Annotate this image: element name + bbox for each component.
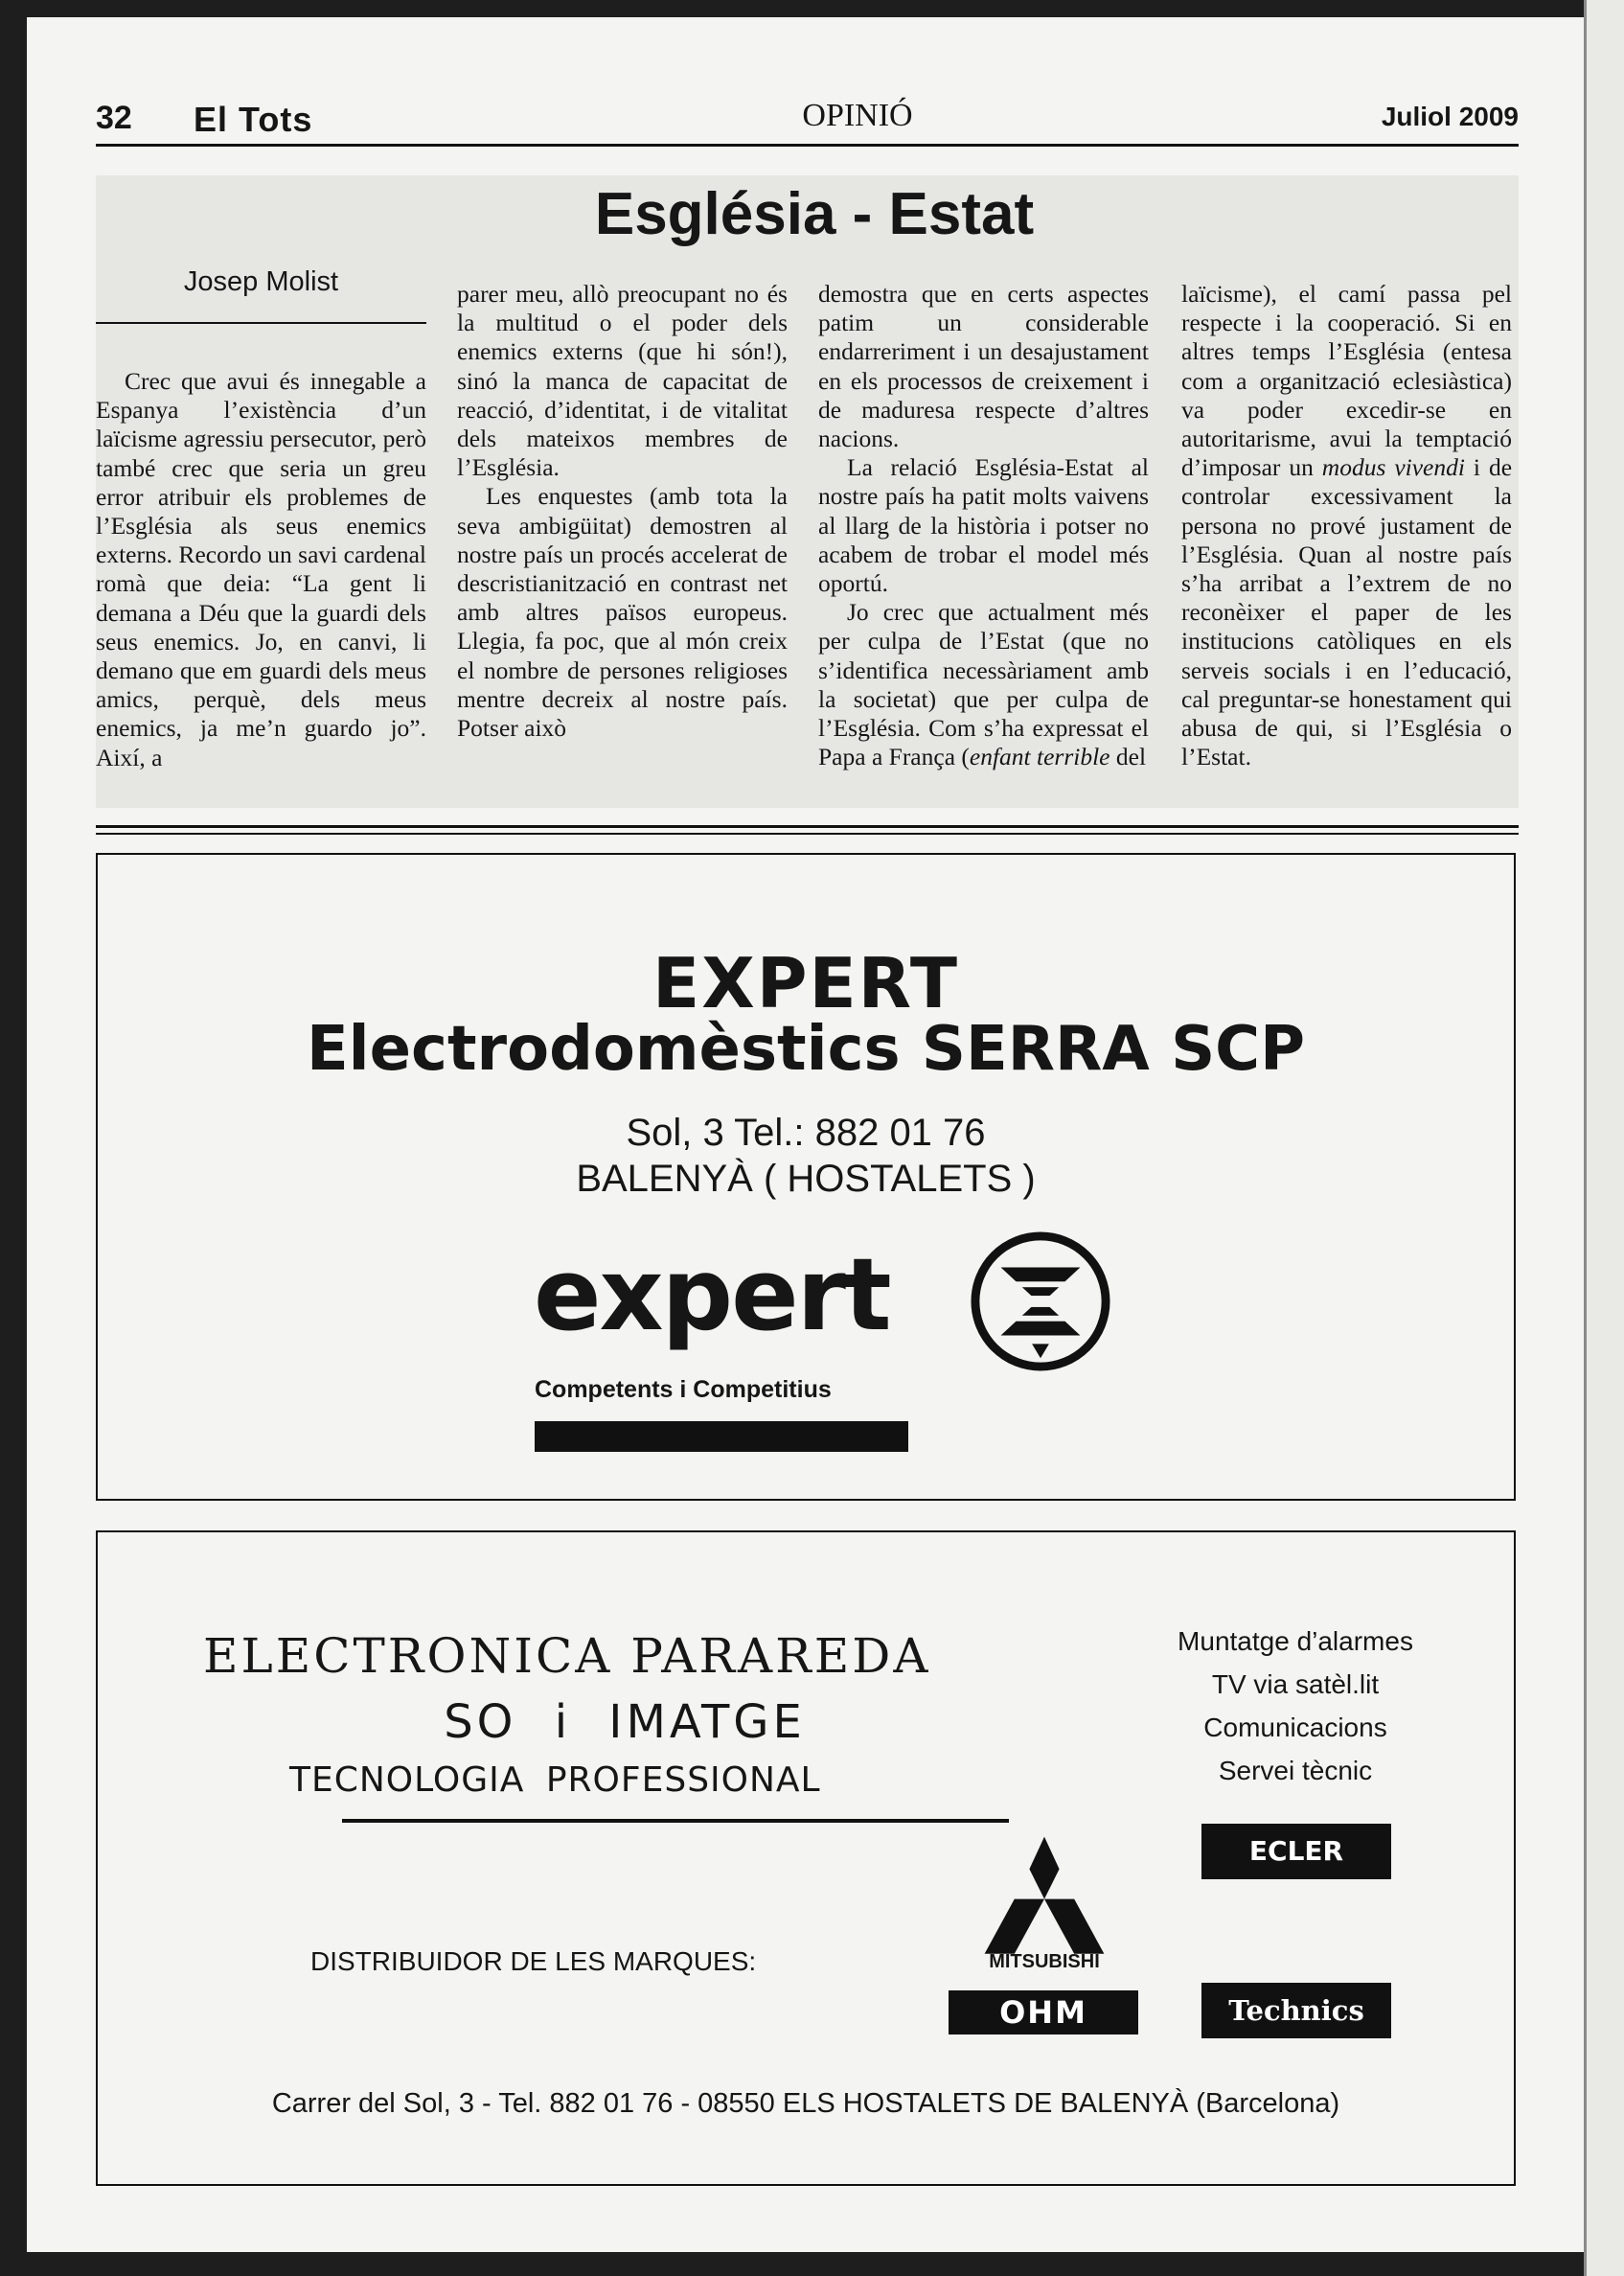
advertisement-parareda xyxy=(96,1530,1516,2186)
ecler-logo: ECLER xyxy=(1201,1824,1391,1879)
article-paragraph: Les enquestes (amb tota la seva ambigüitat) demostren al nostre país un procés accelerat de descristianització en contrast net amb altres països europeus. Llegia, fa poc, que al món creix el nombre de persones religioses mentre decreix al nostre país. Potser això xyxy=(457,482,788,743)
expert-tagline: Competents i Competitius xyxy=(535,1376,832,1403)
ad-title-rule xyxy=(342,1819,1009,1823)
page-header xyxy=(96,96,1519,144)
ad-subtitle: SO i IMATGE xyxy=(444,1695,806,1749)
ad-headline: EXPERT xyxy=(652,943,959,1023)
issue-date: Juliol 2009 xyxy=(1381,102,1519,131)
ad-business-name: Electrodomèstics SERRA SCP xyxy=(306,1014,1306,1085)
article-paragraph: Jo crec que actualment més per culpa de l’Estat (que no s’identifica necessàriament amb la societat) que per culpa de l’Església. Com s’ha expressat el Papa a França (enfant terrible del xyxy=(818,598,1149,771)
article-paragraph: La relació Església-Estat al nostre país ha patit molts vaivens al llarg de la història i potser no acabem de trobar el model més oportú. xyxy=(818,453,1149,598)
article-bottom-rule-2 xyxy=(96,833,1519,835)
article-column-2 xyxy=(457,280,788,743)
header-rule xyxy=(96,144,1519,147)
mitsubishi-label: MITSUBISHI xyxy=(989,1951,1100,1972)
ad-company-name: ELECTRONICA PARAREDA xyxy=(203,1628,931,1684)
service-item: Muntatge d’alarmes xyxy=(1178,1626,1413,1656)
article-column-1 xyxy=(96,367,426,772)
distributor-label: DISTRIBUIDOR DE LES MARQUES: xyxy=(310,1946,757,1976)
author-rule xyxy=(96,322,426,324)
next-page-edge xyxy=(1584,0,1624,2276)
article-bottom-rule xyxy=(96,825,1519,828)
page-number: 32 xyxy=(96,100,132,136)
service-item: Servei tècnic xyxy=(1218,1756,1373,1785)
expert-logo-text: expert xyxy=(534,1236,890,1353)
technics-logo: Technics xyxy=(1201,1983,1391,2038)
article-paragraph: parer meu, allò preocupant no és la multitud o el poder dels enemics externs (que hi són!), sinó la manca de capacitat de reacció, d’identitat, i de vitalitat dels mateixos membres de l’Església. xyxy=(457,280,788,482)
advertisement-expert xyxy=(96,853,1516,1501)
publication-name: El Tots xyxy=(194,100,313,139)
ad-address: Sol, 3 Tel.: 882 01 76 xyxy=(626,1112,986,1154)
ad-town: BALENYÀ ( HOSTALETS ) xyxy=(576,1158,1036,1200)
mitsubishi-logo-icon xyxy=(977,1834,1111,1959)
article-paragraph: demostra que en certs aspectes patim un considerable endarreriment i un desajustament en els processos de creixement i de maduresa respecte d’altres nacions. xyxy=(818,280,1149,453)
expert-logo-bar xyxy=(535,1421,908,1452)
article-paragraph: laïcisme), el camí passa pel respecte i la cooperació. Si en altres temps l’Església (entesa com a organització eclesiàstica) va poder excedir-se en autoritarisme, avui la temptació d’imposar un modus vivendi i de controlar excessivament la persona no prové justament de l’Església. Quan al nostre país s’ha arribat a l’extrem de no reconèixer el paper de les institucions catòliques en els serveis socials i en l’educació, cal preguntar-se honestament qui abusa de qui, si l’Església o l’Estat. xyxy=(1181,280,1513,771)
article-paragraph: Crec que avui és innegable a Espanya l’existència d’un laïcisme agressiu persecutor, però també crec que seria un greu error atribuir els problemes de l’Església als seus enemics externs. Recordo un savi cardenal romà que deia: “La gent li demana a Déu que la guardi dels seus enemics. Jo, en canvi, li demano que em guardi dels meus amics, perquè, dels meus enemics, ja me’n guardo jo”. Així, a xyxy=(96,367,426,771)
expert-emblem-icon xyxy=(970,1230,1111,1372)
article-title: Església - Estat xyxy=(594,181,1035,247)
service-item: TV via satèl.lit xyxy=(1211,1669,1380,1699)
section-name: OPINIÓ xyxy=(802,98,913,133)
ad-footer-address: Carrer del Sol, 3 - Tel. 882 01 76 - 08550 ELS HOSTALETS DE BALENYÀ (Barcelona) xyxy=(271,2088,1340,2119)
ohm-logo: OHM xyxy=(949,1990,1138,2035)
service-item: Comunicacions xyxy=(1203,1713,1387,1742)
ad-tagline: TECNOLOGIA PROFESSIONAL xyxy=(289,1760,821,1800)
article-author: Josep Molist xyxy=(183,266,339,297)
article-column-4 xyxy=(1181,280,1512,771)
article-column-3 xyxy=(818,280,1149,771)
